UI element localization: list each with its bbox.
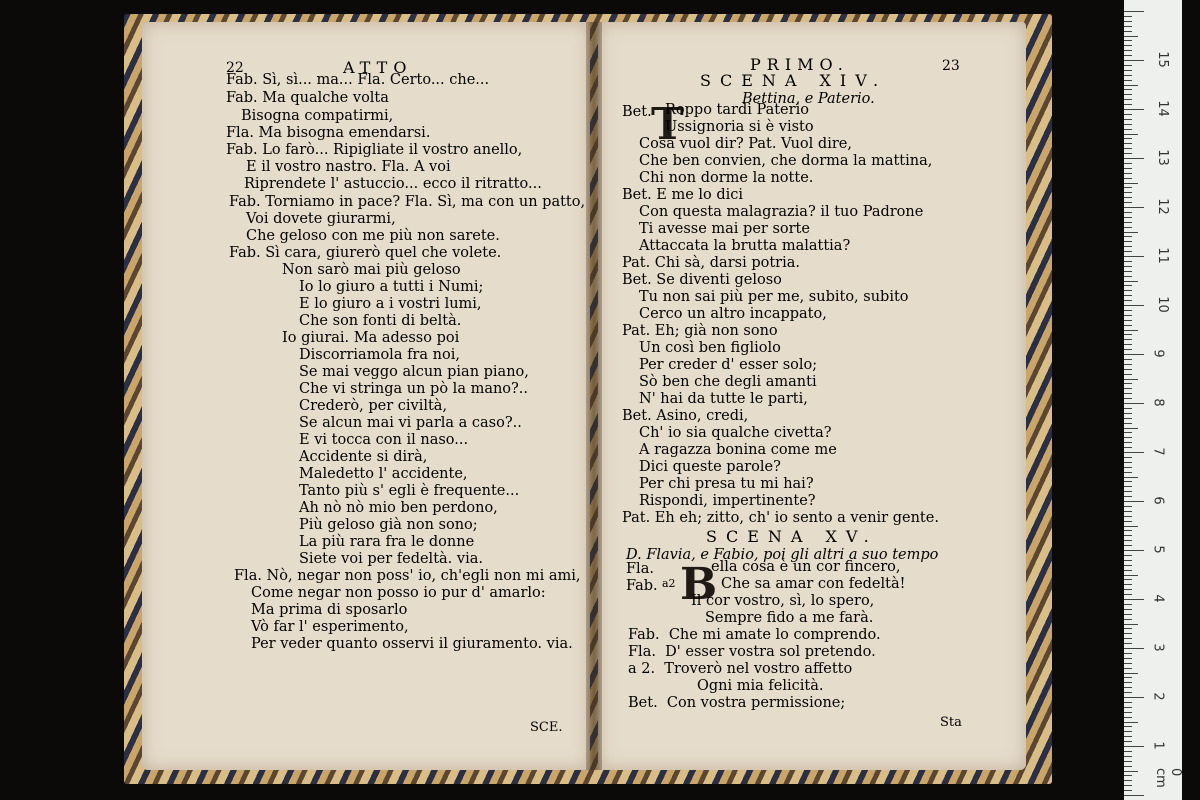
text-line: Fab. Lo farò... Ripigliate il vostro anello,: [226, 142, 523, 158]
ruler-tick: [1124, 673, 1138, 674]
ruler-tick: [1124, 741, 1132, 742]
ruler-tick: [1124, 663, 1132, 664]
ruler-number: 10: [1154, 296, 1170, 313]
ruler-tick: [1124, 726, 1132, 727]
ruler-tick: [1124, 256, 1144, 257]
ruler-tick: [1124, 428, 1138, 429]
ruler-tick: [1124, 668, 1132, 669]
ruler-tick: [1124, 158, 1144, 159]
text-line: Riprendete l' astuccio... ecco il ritratto...: [244, 176, 542, 192]
ruler-tick: [1124, 624, 1138, 625]
ruler-tick: [1124, 540, 1132, 541]
text-line: Fla.: [626, 561, 654, 577]
scene-xiv-title: SCENA XIV.: [700, 71, 888, 90]
ruler-number: 7: [1150, 447, 1166, 456]
text-line: Discorriamola fra noi,: [299, 347, 460, 363]
ruler-tick: [1124, 506, 1132, 507]
ruler-tick: [1124, 330, 1138, 331]
text-line: Se mai veggo alcun pian piano,: [299, 364, 529, 380]
ruler-tick: [1124, 751, 1132, 752]
ruler-tick: [1124, 697, 1144, 698]
ruler-tick: [1124, 722, 1138, 723]
ruler-tick: [1124, 374, 1132, 375]
ruler-tick: [1124, 771, 1138, 772]
text-line: Cerco un altro incappato,: [639, 306, 827, 322]
text-line: Bet. Se diventi geloso: [622, 272, 782, 288]
text-line: Bet.: [622, 104, 652, 120]
text-line: Bet. Asino, credi,: [622, 408, 749, 424]
text-line: Per chi presa tu mi hai?: [639, 476, 814, 492]
ruler-tick: [1124, 192, 1132, 193]
ruler-tick: [1124, 437, 1132, 438]
ruler-tick: [1124, 383, 1132, 384]
ruler-tick: [1124, 114, 1132, 115]
text-line: Voi dovete giurarmi,: [246, 211, 396, 227]
text-line: Più geloso già non sono;: [299, 517, 478, 533]
ruler-number: 5: [1150, 545, 1166, 554]
text-line: Per veder quanto osservi il giuramento. via.: [251, 636, 573, 652]
ruler-tick: [1124, 207, 1144, 208]
ruler-tick: [1124, 481, 1132, 482]
ruler-tick: [1124, 496, 1132, 497]
text-line: Fla. D' esser vostra sol pretendo.: [628, 644, 876, 660]
ruler-tick: [1124, 398, 1132, 399]
ruler-tick: [1124, 565, 1132, 566]
text-line: N' hai da tutte le parti,: [639, 391, 808, 407]
ruler-tick: [1124, 403, 1144, 404]
text-line: Tanto più s' egli è frequente...: [299, 483, 520, 499]
ruler-tick: [1124, 60, 1144, 61]
ruler-tick: [1124, 300, 1132, 301]
ruler-tick: [1124, 178, 1132, 179]
ruler-tick: [1124, 359, 1132, 360]
ruler-tick: [1124, 408, 1132, 409]
ruler-tick: [1124, 604, 1132, 605]
left-page-number: 22: [226, 60, 244, 76]
text-line: Attaccata la brutta malattia?: [639, 238, 851, 254]
ruler-tick: [1124, 379, 1138, 380]
ruler-tick: [1124, 477, 1138, 478]
ruler-tick: [1124, 467, 1132, 468]
ruler-tick: [1124, 310, 1132, 311]
ruler-tick: [1124, 325, 1132, 326]
ruler-tick: [1124, 584, 1132, 585]
ruler-tick: [1124, 241, 1132, 242]
ruler-tick: [1124, 388, 1132, 389]
scene-xiv-characters: Bettina, e Paterio.: [742, 91, 875, 107]
ruler-tick: [1124, 628, 1132, 629]
ruler-number: 3: [1150, 643, 1166, 652]
right-catchword: Sta: [940, 715, 962, 730]
ruler-number: 6: [1150, 496, 1166, 505]
ruler-tick: [1124, 761, 1132, 762]
book-gutter: [586, 22, 602, 770]
ruler-tick: [1124, 261, 1132, 262]
ruler-tick: [1124, 320, 1132, 321]
measuring-ruler: [1124, 0, 1182, 800]
ruler-tick: [1124, 785, 1132, 786]
ruler-tick: [1124, 138, 1132, 139]
ruler-tick: [1124, 36, 1138, 37]
ruler-tick: [1124, 516, 1132, 517]
text-line: Bisogna compatirmi,: [241, 108, 394, 124]
ruler-number: 0 cm: [1153, 768, 1183, 788]
ruler-tick: [1124, 339, 1132, 340]
ruler-tick: [1124, 658, 1132, 659]
text-line: Ogni mia felicità.: [697, 678, 824, 694]
text-line: a 2. Troverò nel vostro affetto: [628, 661, 853, 677]
ruler-tick: [1124, 222, 1132, 223]
ruler-tick: [1124, 599, 1144, 600]
ruler-tick: [1124, 442, 1132, 443]
text-line: Bet. Con vostra permissione;: [628, 695, 846, 711]
ruler-tick: [1124, 462, 1132, 463]
ruler-tick: [1124, 736, 1132, 737]
ruler-number: 8: [1150, 398, 1166, 407]
ruler-tick: [1124, 369, 1132, 370]
ruler-tick: [1124, 619, 1132, 620]
text-line: Pat. Eh; già non sono: [622, 323, 778, 339]
ruler-tick: [1124, 682, 1132, 683]
ruler-tick: [1124, 472, 1132, 473]
ruler-tick: [1124, 134, 1138, 135]
ruler-tick: [1124, 653, 1132, 654]
ruler-tick: [1124, 276, 1132, 277]
ruler-tick: [1124, 423, 1132, 424]
text-line: A ragazza bonina come me: [639, 442, 837, 458]
text-line: Che ben convien, che dorma la mattina,: [639, 153, 933, 169]
ruler-tick: [1124, 413, 1132, 414]
dropcap-t: T: [651, 99, 684, 150]
ruler-tick: [1124, 266, 1132, 267]
text-line: Dici queste parole?: [639, 459, 781, 475]
ruler-tick: [1124, 163, 1132, 164]
scene-xv-title: SCENA XV.: [706, 527, 878, 546]
ruler-tick: [1124, 452, 1144, 453]
ruler-tick: [1124, 393, 1132, 394]
ruler-tick: [1124, 790, 1132, 791]
ruler-tick: [1124, 197, 1132, 198]
text-line: Fab. Che mi amate lo comprendo.: [628, 627, 881, 643]
ruler-tick: [1124, 702, 1132, 703]
text-line: Ussignoria si è visto: [665, 119, 814, 135]
text-line: Fab. Torniamo in pace? Fla. Sì, ma con un patto,: [229, 194, 586, 210]
text-line: Fab.: [626, 578, 658, 594]
text-line: E lo giuro a i vostri lumi,: [299, 296, 482, 312]
ruler-tick: [1124, 281, 1138, 282]
text-line: Vò far l' esperimento,: [251, 619, 409, 635]
ruler-tick: [1124, 295, 1132, 296]
ruler-tick: [1124, 80, 1132, 81]
ruler-tick: [1124, 712, 1132, 713]
text-line: Fab. Sì cara, giurerò quel che volete.: [229, 245, 502, 261]
text-line: Che geloso con me più non sarete.: [246, 228, 500, 244]
ruler-tick: [1124, 418, 1132, 419]
ruler-tick: [1124, 187, 1132, 188]
ruler-tick: [1124, 11, 1144, 12]
ruler-tick: [1124, 579, 1132, 580]
ruler-tick: [1124, 687, 1132, 688]
text-line: Che vi stringa un pò la mano?..: [299, 381, 529, 397]
ruler-tick: [1124, 432, 1132, 433]
ruler-tick: [1124, 129, 1132, 130]
ruler-tick: [1124, 648, 1144, 649]
ruler-tick: [1124, 609, 1132, 610]
text-line: Fla. Nò, negar non poss' io, ch'egli non mi ami,: [234, 568, 581, 584]
ruler-tick: [1124, 766, 1132, 767]
ruler-tick: [1124, 70, 1132, 71]
scene-xv-characters: D. Flavia, e Fabio, poi gli altri a suo tempo: [626, 547, 939, 563]
ruler-tick: [1124, 570, 1132, 571]
ruler-tick: [1124, 217, 1132, 218]
text-line: Per creder d' esser solo;: [639, 357, 818, 373]
ruler-tick: [1124, 290, 1132, 291]
ruler-tick: [1124, 40, 1132, 41]
ruler-number: 11: [1154, 247, 1170, 264]
ruler-number: 14: [1154, 100, 1170, 117]
ruler-tick: [1124, 65, 1132, 66]
ruler-tick: [1124, 55, 1132, 56]
text-line: Bet. E me lo dici: [622, 187, 744, 203]
text-line: Accidente si dirà,: [299, 449, 428, 465]
text-line: Un così ben figliolo: [639, 340, 781, 356]
text-line: Fab. Ma qualche volta: [226, 90, 389, 106]
ruler-tick: [1124, 575, 1138, 576]
ruler-tick: [1124, 530, 1132, 531]
ruler-tick: [1124, 521, 1132, 522]
text-line: Siete voi per fedeltà. via.: [299, 551, 483, 567]
text-line: Che son fonti di beltà.: [299, 313, 462, 329]
ruler-tick: [1124, 232, 1138, 233]
text-line: Che sa amar con fedeltà!: [721, 576, 906, 592]
ruler-tick: [1124, 746, 1144, 747]
text-line: Ma prima di sposarlo: [251, 602, 408, 618]
text-line: Ch' io sia qualche civetta?: [639, 425, 832, 441]
ruler-tick: [1124, 168, 1132, 169]
ruler-tick: [1124, 594, 1132, 595]
ruler-number: 4: [1150, 594, 1166, 603]
text-line: Se alcun mai vi parla a caso?..: [299, 415, 522, 431]
ruler-tick: [1124, 173, 1132, 174]
dropcap-b: B: [680, 559, 718, 610]
text-line: Il cor vostro, sì, lo spero,: [691, 593, 875, 609]
text-line: Sempre fido a me farà.: [705, 610, 874, 626]
text-line: Tu non sai più per me, subito, subito: [639, 289, 909, 305]
ruler-tick: [1124, 50, 1132, 51]
ruler-tick: [1124, 16, 1132, 17]
ruler-tick: [1124, 775, 1132, 776]
text-line: Non sarò mai più geloso: [282, 262, 461, 278]
text-line: Io lo giuro a tutti i Numi;: [299, 279, 484, 295]
ruler-tick: [1124, 589, 1132, 590]
ruler-tick: [1124, 89, 1132, 90]
ruler-tick: [1124, 26, 1132, 27]
text-line: Sò ben che degli amanti: [639, 374, 817, 390]
ruler-tick: [1124, 491, 1132, 492]
ruler-tick: [1124, 119, 1132, 120]
ruler-tick: [1124, 535, 1132, 536]
ruler-tick: [1124, 202, 1132, 203]
ruler-number: 12: [1154, 198, 1170, 215]
ruler-tick: [1124, 550, 1144, 551]
ruler-tick: [1124, 677, 1132, 678]
text-line: Io giurai. Ma adesso poi: [282, 330, 460, 346]
ruler-number: 9: [1150, 349, 1166, 358]
right-page-number: 23: [942, 58, 960, 74]
ruler-tick: [1124, 45, 1132, 46]
a2-marker: a2: [662, 577, 676, 590]
ruler-tick: [1124, 99, 1132, 100]
ruler-tick: [1124, 21, 1132, 22]
ruler-tick: [1124, 555, 1132, 556]
ruler-tick: [1124, 447, 1132, 448]
text-line: Chi non dorme la notte.: [639, 170, 814, 186]
ruler-number: 2: [1150, 692, 1166, 701]
text-line: Rispondi, impertinente?: [639, 493, 816, 509]
ruler-tick: [1124, 614, 1132, 615]
ruler-tick: [1124, 104, 1132, 105]
ruler-tick: [1124, 364, 1132, 365]
ruler-tick: [1124, 707, 1132, 708]
text-line: Pat. Eh eh; zitto, ch' io sento a venir gente.: [622, 510, 939, 526]
text-line: Pat. Chi sà, darsi potria.: [622, 255, 800, 271]
ruler-tick: [1124, 94, 1132, 95]
ruler-tick: [1124, 354, 1144, 355]
ruler-tick: [1124, 315, 1132, 316]
text-line: E il vostro nastro. Fla. A voi: [246, 159, 451, 175]
ruler-tick: [1124, 183, 1138, 184]
left-running-header: ATTO: [343, 58, 413, 77]
ruler-tick: [1124, 349, 1132, 350]
ruler-tick: [1124, 717, 1132, 718]
ruler-tick: [1124, 251, 1132, 252]
ruler-tick: [1124, 75, 1132, 76]
ruler-tick: [1124, 227, 1132, 228]
ruler-tick: [1124, 148, 1132, 149]
text-line: Cosa vuol dir? Pat. Vuol dire,: [639, 136, 852, 152]
text-line: Come negar non posso io pur d' amarlo:: [251, 585, 546, 601]
ruler-tick: [1124, 756, 1132, 757]
ruler-tick: [1124, 153, 1132, 154]
ruler-tick: [1124, 526, 1138, 527]
ruler-tick: [1124, 143, 1132, 144]
ruler-number: 1: [1150, 741, 1166, 750]
ruler-tick: [1124, 511, 1132, 512]
text-line: Roppo tardi Paterio: [665, 102, 809, 118]
ruler-tick: [1124, 305, 1144, 306]
ruler-tick: [1124, 344, 1132, 345]
ruler-tick: [1124, 638, 1132, 639]
ruler-tick: [1124, 486, 1132, 487]
text-line: La più rara fra le donne: [299, 534, 475, 550]
text-line: Ti avesse mai per sorte: [639, 221, 810, 237]
ruler-tick: [1124, 109, 1144, 110]
ruler-tick: [1124, 271, 1132, 272]
ruler-tick: [1124, 795, 1144, 796]
ruler-tick: [1124, 124, 1132, 125]
ruler-tick: [1124, 31, 1132, 32]
text-line: Ah nò nò mio ben perdono,: [299, 500, 498, 516]
ruler-tick: [1124, 246, 1132, 247]
left-catchword: SCE.: [530, 720, 563, 735]
ruler-tick: [1124, 285, 1132, 286]
right-running-header: PRIMO.: [750, 55, 849, 74]
ruler-tick: [1124, 731, 1132, 732]
ruler-tick: [1124, 643, 1132, 644]
ruler-tick: [1124, 545, 1132, 546]
ruler-tick: [1124, 501, 1144, 502]
ruler-tick: [1124, 780, 1132, 781]
ruler-tick: [1124, 457, 1132, 458]
ruler-tick: [1124, 236, 1132, 237]
ruler-tick: [1124, 633, 1132, 634]
ruler-tick: [1124, 334, 1132, 335]
ruler-tick: [1124, 85, 1138, 86]
ruler-number: 13: [1154, 149, 1170, 166]
ruler-number: 15: [1154, 51, 1170, 68]
text-line: Con questa malagrazia? il tuo Padrone: [639, 204, 924, 220]
ruler-tick: [1124, 560, 1132, 561]
text-line: Crederò, per civiltà,: [299, 398, 448, 414]
text-line: Fla. Ma bisogna emendarsi.: [226, 125, 431, 141]
ruler-tick: [1124, 692, 1132, 693]
text-line: ella cosa è un cor fincero,: [711, 559, 901, 575]
text-line: Fab. Sì, sì... ma... Fla. Certo... che...: [226, 72, 490, 88]
text-line: Maledetto l' accidente,: [299, 466, 468, 482]
text-line: E vi tocca con il naso...: [299, 432, 469, 448]
ruler-tick: [1124, 212, 1132, 213]
